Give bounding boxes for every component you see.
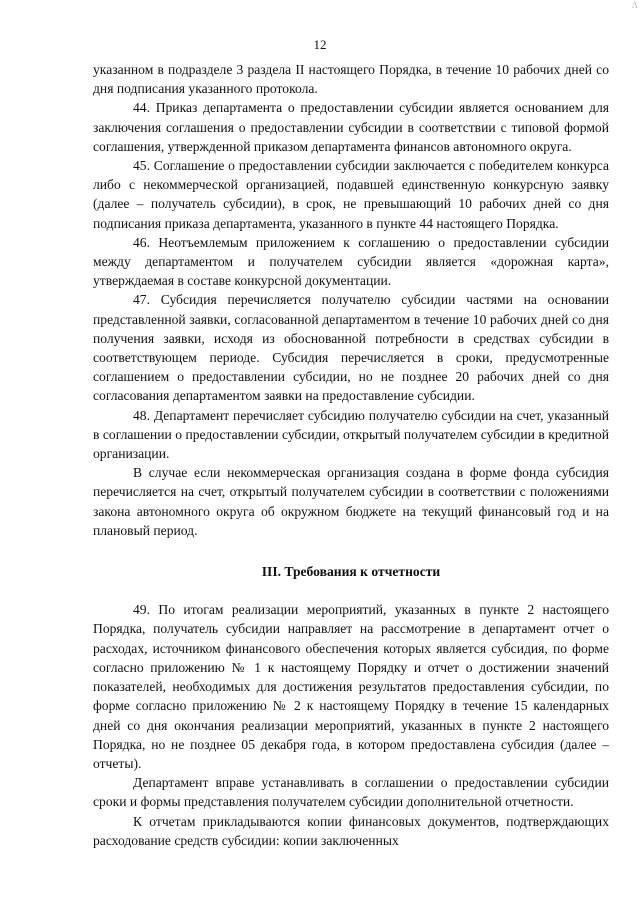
paragraph-48: 48. Департамент перечисляет субсидию получателю субсидии на счет, указанный в соглашении о предоставлении субсидии, открытый получателем субсидии в кредитной организации. [93,407,609,462]
section-heading: III. Требования к отчетности [261,564,441,580]
paragraph-44: 44. Приказ департамента о предоставлении субсидии является основанием для заключения соглашения о предоставлении субсидии в соответствии с типовой формой соглашения, утвержденной приказом департамента финансов автономного округа. [93,100,609,154]
paragraph-45: 45. Соглашение о предоставлении субсидии заключается с победителем конкурса либо с некоммерческой организацией, подавшей единственную конкурсную заявку (далее – получатель субсидии), в срок, не превышающий 10 рабочих дней со дня подписания приказа департамента, указанного в пункте 44 настоящего Порядка. [93,158,609,231]
corner-mark: Λ [631,0,638,10]
page-number: 12 [313,37,327,52]
body-text [93,60,609,850]
paragraph-46: 46. Неотъемлемым приложением к соглашению о предоставлении субсидии между департаментом и получателем субсидии является «дорожная карта», утверждаемая в составе конкурсной документации. [93,234,609,289]
paragraph-48-fund-case: В случае если некоммерческая организация создана в форме фонда субсидия перечисляется на счет, открытый получателем субсидии в соответствии с положениями закона автономного округа об окружном бюджете на текущий финансовый год и на плановый период. [93,465,609,538]
paragraph-continuation: указанном в подразделе 3 раздела II настоящего Порядка, в течение 10 рабочих дней со дня подписания указанного протокола. [93,62,609,97]
paragraph-49: 49. По итогам реализации мероприятий, указанных в пункте 2 настоящего Порядка, получатель субсидии направляет на рассмотрение в департамент отчет о расходах, источником финансового обеспечения которых является субсидия, по форме согласно приложению № 1 к настоящему Порядку и отчет о достижении значений показателей, необходимых для достижения результатов предоставления субсидии, по форме согласно приложению № 2 к настоящему Порядку в течение 15 календарных дней со дня окончания реализации мероприятий, указанных в пункте 2 настоящего Порядка, но не позднее 05 декабря года, в котором предоставлена субсидия (далее – отчеты). [93,602,609,771]
paragraph-additional-reporting: Департамент вправе устанавливать в соглашении о предоставлении субсидии сроки и формы представления получателем субсидии дополнительной отчетности. [93,775,609,810]
paragraph-47: 47. Субсидия перечисляется получателю субсидии частями на основании представленной заявки, согласованной департаментом в течение 10 рабочих дней со дня получения заявки, исходя из обоснованной потребности в средствах субсидии в соответствующем периоде. Субсидия перечисляется в сроки, предусмотренные соглашением о предоставлении субсидии, но не позднее 20 рабочих дней со дня согласования департаментом заявки на предоставление субсидии. [93,292,609,404]
paragraph-attachments: К отчетам прикладываются копии финансовых документов, подтверждающих расходование средств субсидии: копии заключенных [93,813,609,848]
